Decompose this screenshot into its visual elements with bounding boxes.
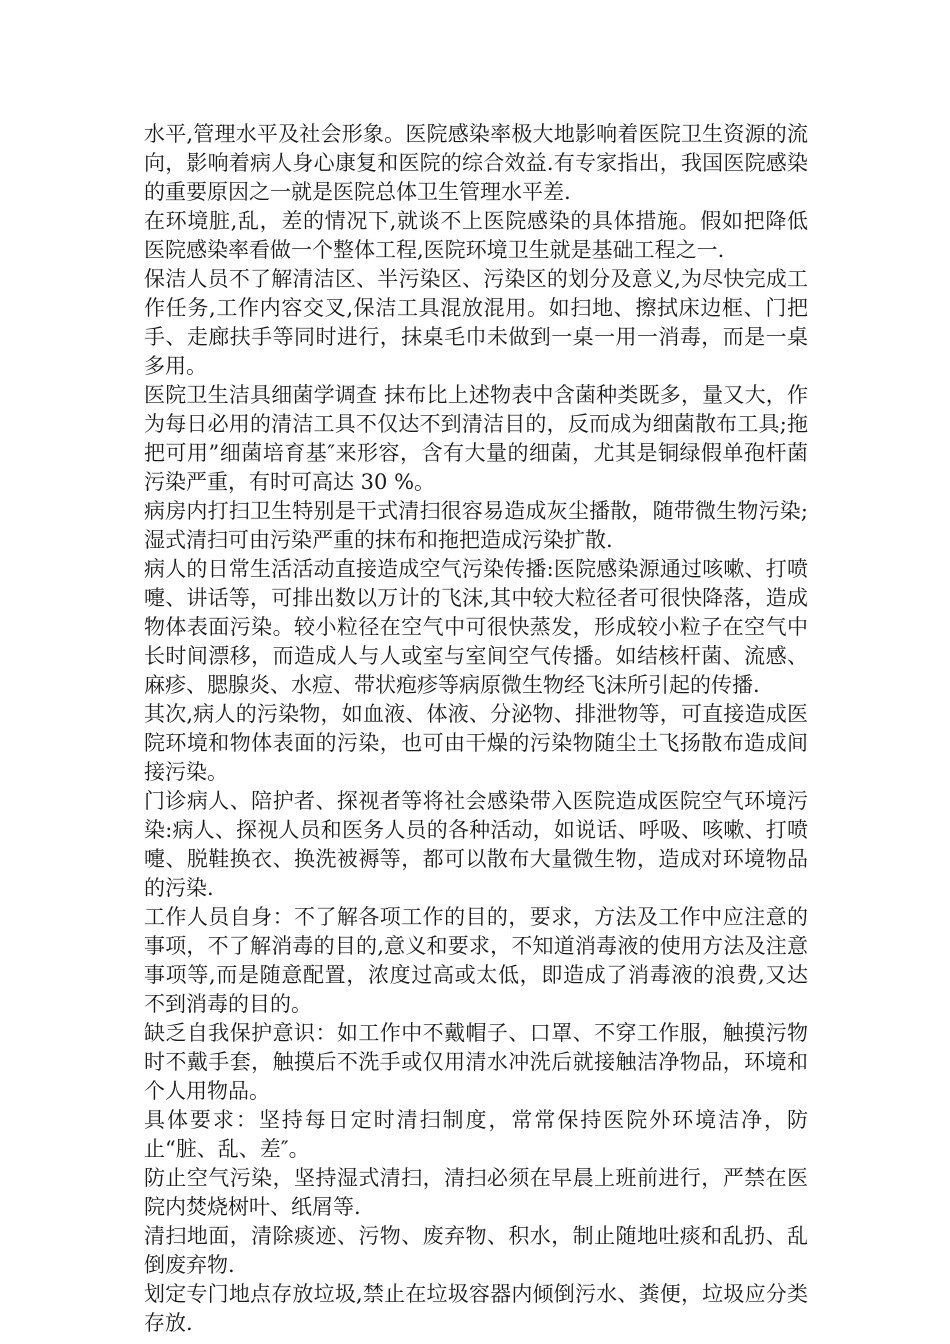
paragraph: 其次,病人的污染物，如血液、体液、分泌物、排泄物等，可直接造成医院环境和物体表面的污染，也可由干燥的污染物随尘土飞扬散布造成间接污染。 xyxy=(144,702,808,784)
paragraph: 医院卫生洁具细菌学调查 抹布比上述物表中含菌种类既多，量又大，作为每日必用的清洁工具不仅达不到清洁目的，反而成为细菌散布工具;拖把可用”细菌培育基″来形容，含有大量的细菌，尤其是铜绿假单孢杆菌污染严重，有时可高达 30 %。 xyxy=(144,383,808,494)
paragraph: 具体要求：坚持每日定时清扫制度，常常保持医院外环境洁净，防止“脏、乱、差″。 xyxy=(144,1108,808,1161)
paragraph: 病房内打扫卫生特别是干式清扫很容易造成灰尘播散，随带微生物污染;湿式清扫可由污染严重的抹布和拖把造成污染扩散. xyxy=(144,499,808,552)
paragraph: 保洁人员不了解清洁区、半污染区、污染区的划分及意义,为尽快完成工作任务,工作内容交叉,保洁工具混放混用。如扫地、擦拭床边框、门把手、走廊扶手等同时进行，抹桌毛巾未做到一桌一用一消毒，而是一桌多用。 xyxy=(144,267,808,378)
paragraph: 门诊病人、陪护者、探视者等将社会感染带入医院造成医院空气环境污染:病人、探视人员和医务人员的各种活动，如说话、呼吸、咳嗽、打喷嚏、脱鞋换衣、换洗被褥等，都可以散布大量微生物，造成对环境物品的污染. xyxy=(144,789,808,900)
document-body xyxy=(144,120,808,1338)
paragraph: 在环境脏,乱，差的情况下,就谈不上医院感染的具体措施。假如把降低医院感染率看做一个整体工程,医院环境卫生就是基础工程之一. xyxy=(144,209,808,262)
paragraph: 水平,管理水平及社会形象。医院感染率极大地影响着医院卫生资源的流向，影响着病人身心康复和医院的综合效益.有专家指出，我国医院感染的重要原因之一就是医院总体卫生管理水平差. xyxy=(144,122,808,204)
paragraph: 缺乏自我保护意识：如工作中不戴帽子、口罩、不穿工作服，触摸污物时不戴手套，触摸后不洗手或仅用清水冲洗后就接触洁净物品，环境和个人用物品。 xyxy=(144,1021,808,1103)
paragraph: 清扫地面，清除痰迹、污物、废弃物、积水，制止随地吐痰和乱扔、乱倒废弃物. xyxy=(144,1224,808,1277)
paragraph: 工作人员自身：不了解各项工作的目的，要求，方法及工作中应注意的事项，不了解消毒的目的,意义和要求，不知道消毒液的使用方法及注意事项等,而是随意配置，浓度过高或太低，即造成了消毒液的浪费,又达不到消毒的目的。 xyxy=(144,905,808,1016)
paragraph: 防止空气污染，坚持湿式清扫，清扫必须在早晨上班前进行，严禁在医院内焚烧树叶、纸屑等. xyxy=(144,1166,808,1219)
paragraph: 划定专门地点存放垃圾,禁止在垃圾容器内倾倒污水、粪便，垃圾应分类存放. xyxy=(144,1282,808,1335)
paragraph: 病人的日常生活活动直接造成空气污染传播:医院感染源通过咳嗽、打喷嚏、讲话等，可排出数以万计的飞沫,其中较大粒径者可很快降落，造成物体表面污染。较小粒径在空气中可很快蒸发，形成较小粒子在空气中长时间漂移，而造成人与人或室与室间空气传播。如结核杆菌、流感、麻疹、腮腺炎、水痘、带状疱疹等病原微生物经飞沫所引起的传播. xyxy=(144,557,808,697)
